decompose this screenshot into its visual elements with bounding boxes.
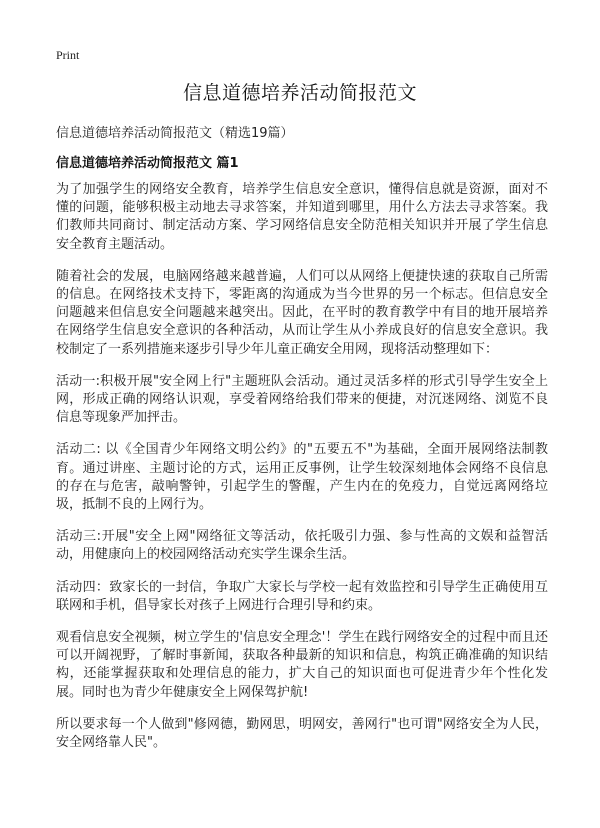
paragraph-intro: 为了加强学生的网络安全教育，培养学生信息安全意识，懂得信息就是资源，面对不懂的问题，能够积极主动地去寻求答案，并知道到哪里，用什么方法去寻求答案。我们教师共同商讨、制定活动方案、学习网络信息安全防范相关知识并开展了学生信息安全教育主题活动。 — [56, 182, 548, 252]
paragraph-video: 观看信息安全视频，树立学生的'信息安全理念'！学生在践行网络安全的过程中而且还可以开阔视野，了解时事新闻，获取各种最新的知识和信息，构筑正确准确的知识结构，还能掌握获取和处理信息的能力，扩大自己的知识面也可促进青少年个性化发展。同时也为青少年健康安全上网保驾护航! — [56, 630, 548, 700]
paragraph-activity-3: 活动三:开展"安全上网"网络征文等活动，依托吸引力强、参与性高的文娱和益智活动，用健康向上的校园网络活动充实学生课余生活。 — [56, 529, 548, 563]
paragraph-conclusion: 所以要求每一个人做到"修网德，勤网思，明网安，善网行"也可谓"网络安全为人民，安全网络靠人民"。 — [56, 716, 548, 751]
document-body — [56, 181, 548, 766]
print-link[interactable]: Print — [56, 48, 80, 62]
paragraph-activity-4: 活动四：致家长的一封信，争取广大家长与学校一起有效监控和引导学生正确使用互联网和手机，倡导家长对孩子上网进行合理引导和约束。 — [56, 579, 548, 613]
paragraph-activity-2: 活动二: 以《全国青少年网络文明公约》的"五要五不"为基础，全面开展网络法制教育。通过讲座、主题讨论的方式，运用正反事例，让学生较深刻地体会网络不良信息的存在与危害，敲响警钟，引起学生的警醒，产生内在的免疫力，自觉远离网络垃圾，抵制不良的上网行为。 — [56, 442, 548, 513]
document-subtitle: 信息道德培养活动简报范文（精选19篇） — [56, 126, 294, 141]
section-heading: 信息道德培养活动简报范文 篇1 — [56, 156, 239, 171]
paragraph-background: 随着社会的发展，电脑网络越来越普遍，人们可以从网络上便捷快速的获取自己所需的信息。在网络技术支持下，零距离的沟通成为当今世界的另一个标志。但信息安全问题越来但信息安全问题越来越突出。因此，在平时的教育教学中有目的地开展培养在网络学生信息安全意识的各种活动，从而让学生从小养成良好的信息安全意识。我校制定了一系列措施来逐步引导少年儿童正确安全用网，现将活动整理如下： — [56, 268, 548, 357]
document-title: 信息道德培养活动简报范文 — [182, 82, 417, 104]
paragraph-activity-1: 活动一:积极开展"安全网上行"主题班队会活动。通过灵活多样的形式引导学生安全上网，形成正确的网络认识观，享受着网络给我们带来的便捷，对沉迷网络、浏览不良信息等现象严加抨击。 — [56, 373, 548, 426]
